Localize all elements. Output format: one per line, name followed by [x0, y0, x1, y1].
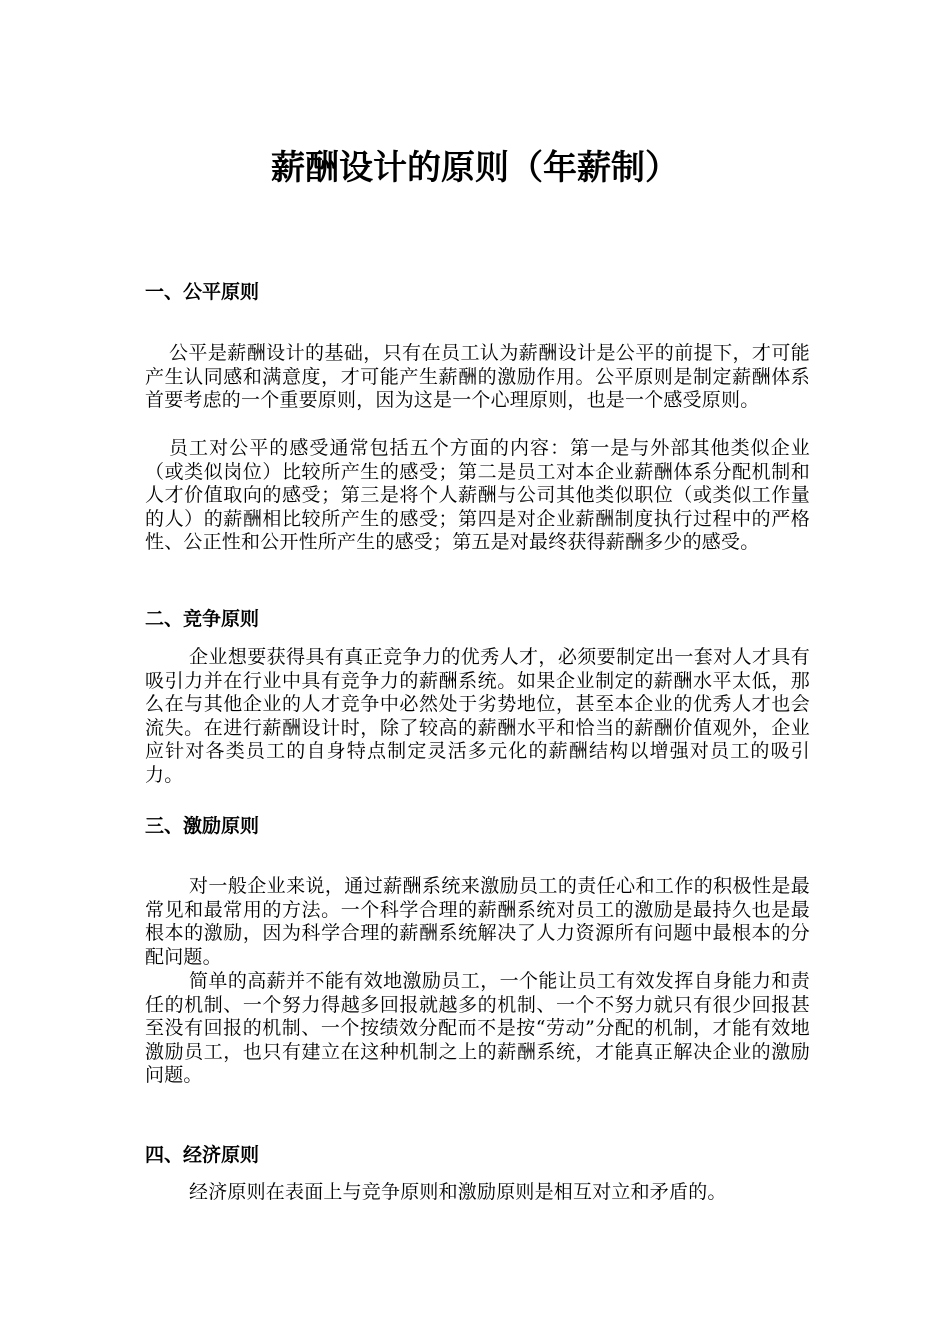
section-heading-incentive: 三、激励原则	[145, 815, 260, 837]
paragraph-economy-1: 经济原则在表面上与竞争原则和激励原则是相互对立和矛盾的。	[189, 1181, 727, 1203]
section-heading-economy: 四、经济原则	[145, 1144, 260, 1166]
section-heading-fairness: 一、公平原则	[145, 281, 260, 303]
paragraph-fairness-2: 员工对公平的感受通常包括五个方面的内容：第一是与外部其他类似企业（或类似岗位）比较所产生的感受；第二是员工对本企业薪酬体系分配机制和人才价值取向的感受；第三是将个人薪酬与公司其他类似职位（或类似工作量的人）的薪酬相比较所产生的感受；第四是对企业薪酬制度执行过程中的严格性、公正性和公开性所产生的感受；第五是对最终获得薪酬多少的感受。	[145, 437, 810, 554]
section-heading-competition: 二、竞争原则	[145, 608, 260, 630]
document-title: 薪酬设计的原则（年薪制）	[271, 148, 679, 188]
paragraph-incentive-2: 简单的高薪并不能有效地激励员工，一个能让员工有效发挥自身能力和责任的机制、一个努力得越多回报就越多的机制、一个不努力就只有很少回报甚至没有回报的机制、一个按绩效分配而不是按“劳动”分配的机制，才能有效地激励员工，也只有建立在这种机制之上的薪酬系统，才能真正解决企业的激励问题。	[145, 970, 810, 1087]
paragraph-incentive-1: 对一般企业来说，通过薪酬系统来激励员工的责任心和工作的积极性是最常见和最常用的方法。一个科学合理的薪酬系统对员工的激励是最持久也是最根本的激励，因为科学合理的薪酬系统解决了人力资源所有问题中最根本的分配问题。	[145, 875, 810, 968]
paragraph-fairness-1: 公平是薪酬设计的基础，只有在员工认为薪酬设计是公平的前提下，才可能产生认同感和满意度，才可能产生薪酬的激励作用。公平原则是制定薪酬体系首要考虑的一个重要原则，因为这是一个心理原则，也是一个感受原则。	[145, 342, 810, 412]
paragraph-competition-1: 企业想要获得具有真正竞争力的优秀人才，必须要制定出一套对人才具有吸引力并在行业中具有竞争力的薪酬系统。如果企业制定的薪酬水平太低，那么在与其他企业的人才竞争中必然处于劣势地位，甚至本企业的优秀人才也会流失。在进行薪酬设计时，除了较高的薪酬水平和恰当的薪酬价值观外，企业应针对各类员工的自身特点制定灵活多元化的薪酬结构以增强对员工的吸引力。	[145, 646, 810, 786]
